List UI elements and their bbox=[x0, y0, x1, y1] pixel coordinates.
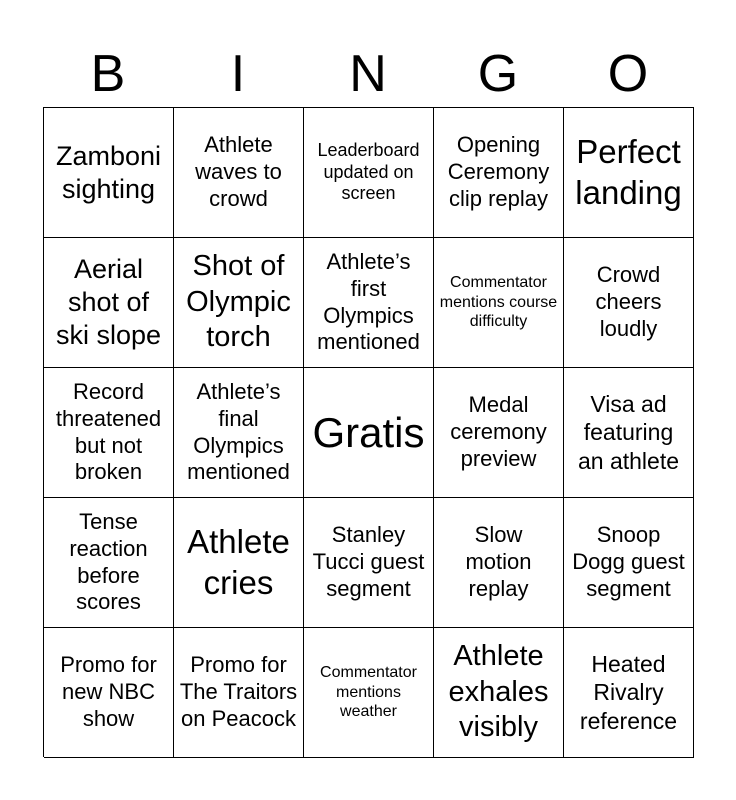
bingo-cell-text: Athlete’s final Olympics mentioned bbox=[187, 378, 290, 485]
bingo-board bbox=[43, 107, 694, 757]
bingo-cell-text: Commentator mentions weather bbox=[320, 664, 417, 721]
bingo-cell-text: Commentator mentions course difficulty bbox=[439, 274, 558, 331]
bingo-cell[interactable] bbox=[304, 628, 434, 758]
bingo-cell-text: Shot of Olympic torch bbox=[186, 250, 291, 354]
bingo-cell[interactable] bbox=[44, 368, 174, 498]
bingo-cell[interactable] bbox=[304, 498, 434, 628]
bingo-cell-text: Medal ceremony preview bbox=[450, 392, 547, 471]
bingo-cell[interactable] bbox=[564, 628, 694, 758]
bingo-cell[interactable] bbox=[174, 628, 304, 758]
header-letter-o: O bbox=[607, 45, 649, 103]
bingo-cell-text: Tense reaction before scores bbox=[69, 508, 148, 615]
header-letter-i: I bbox=[230, 45, 246, 103]
bingo-cell-text: Athlete cries bbox=[187, 523, 290, 601]
bingo-cell-text: Slow motion replay bbox=[465, 522, 532, 601]
bingo-cell[interactable] bbox=[174, 238, 304, 368]
bingo-cell[interactable] bbox=[434, 238, 564, 368]
bingo-cell[interactable] bbox=[174, 498, 304, 628]
bingo-cell-text: Athlete exhales visibly bbox=[448, 640, 549, 744]
bingo-cell-text: Leaderboard updated on screen bbox=[317, 139, 420, 204]
bingo-cell[interactable] bbox=[44, 238, 174, 368]
bingo-cell[interactable] bbox=[304, 368, 434, 498]
bingo-cell-text: Athlete’s first Olympics mentioned bbox=[317, 248, 420, 355]
header-letter-g: G bbox=[477, 45, 519, 103]
bingo-cell[interactable] bbox=[434, 498, 564, 628]
bingo-cell-text: Stanley Tucci guest segment bbox=[312, 522, 425, 601]
bingo-cell-text: Perfect landing bbox=[575, 133, 682, 211]
bingo-cell[interactable] bbox=[174, 108, 304, 238]
bingo-cell-text: Zamboni sighting bbox=[55, 140, 162, 204]
bingo-cell[interactable] bbox=[434, 628, 564, 758]
header-letter-n: N bbox=[349, 45, 387, 103]
bingo-cell-text: Opening Ceremony clip replay bbox=[447, 132, 550, 211]
bingo-cell-text: Aerial shot of ski slope bbox=[55, 254, 162, 350]
bingo-cell-text: Record threatened but not broken bbox=[55, 378, 162, 485]
bingo-cell[interactable] bbox=[44, 498, 174, 628]
bingo-cell[interactable] bbox=[434, 108, 564, 238]
bingo-cell[interactable] bbox=[174, 368, 304, 498]
header-letter-b: B bbox=[90, 45, 126, 103]
bingo-cell-text: Heated Rivalry reference bbox=[579, 651, 678, 734]
bingo-cell[interactable] bbox=[434, 368, 564, 498]
bingo-cell-text: Promo for The Traitors on Peacock bbox=[179, 652, 298, 731]
bingo-cell[interactable] bbox=[564, 368, 694, 498]
bingo-cell[interactable] bbox=[304, 108, 434, 238]
bingo-cell[interactable] bbox=[44, 108, 174, 238]
bingo-cell[interactable] bbox=[44, 628, 174, 758]
bingo-cell[interactable] bbox=[564, 108, 694, 238]
bingo-cell[interactable] bbox=[564, 238, 694, 368]
bingo-cell[interactable] bbox=[304, 238, 434, 368]
free-space-text: Gratis bbox=[312, 408, 425, 456]
bingo-cell-text: Crowd cheers loudly bbox=[595, 262, 662, 341]
bingo-header bbox=[43, 40, 693, 108]
bingo-cell-text: Visa ad featuring an athlete bbox=[577, 391, 680, 474]
bingo-cell-text: Snoop Dogg guest segment bbox=[572, 522, 685, 601]
bingo-cell[interactable] bbox=[564, 498, 694, 628]
bingo-cell-text: Promo for new NBC show bbox=[60, 652, 157, 731]
bingo-cell-text: Athlete waves to crowd bbox=[195, 132, 282, 211]
